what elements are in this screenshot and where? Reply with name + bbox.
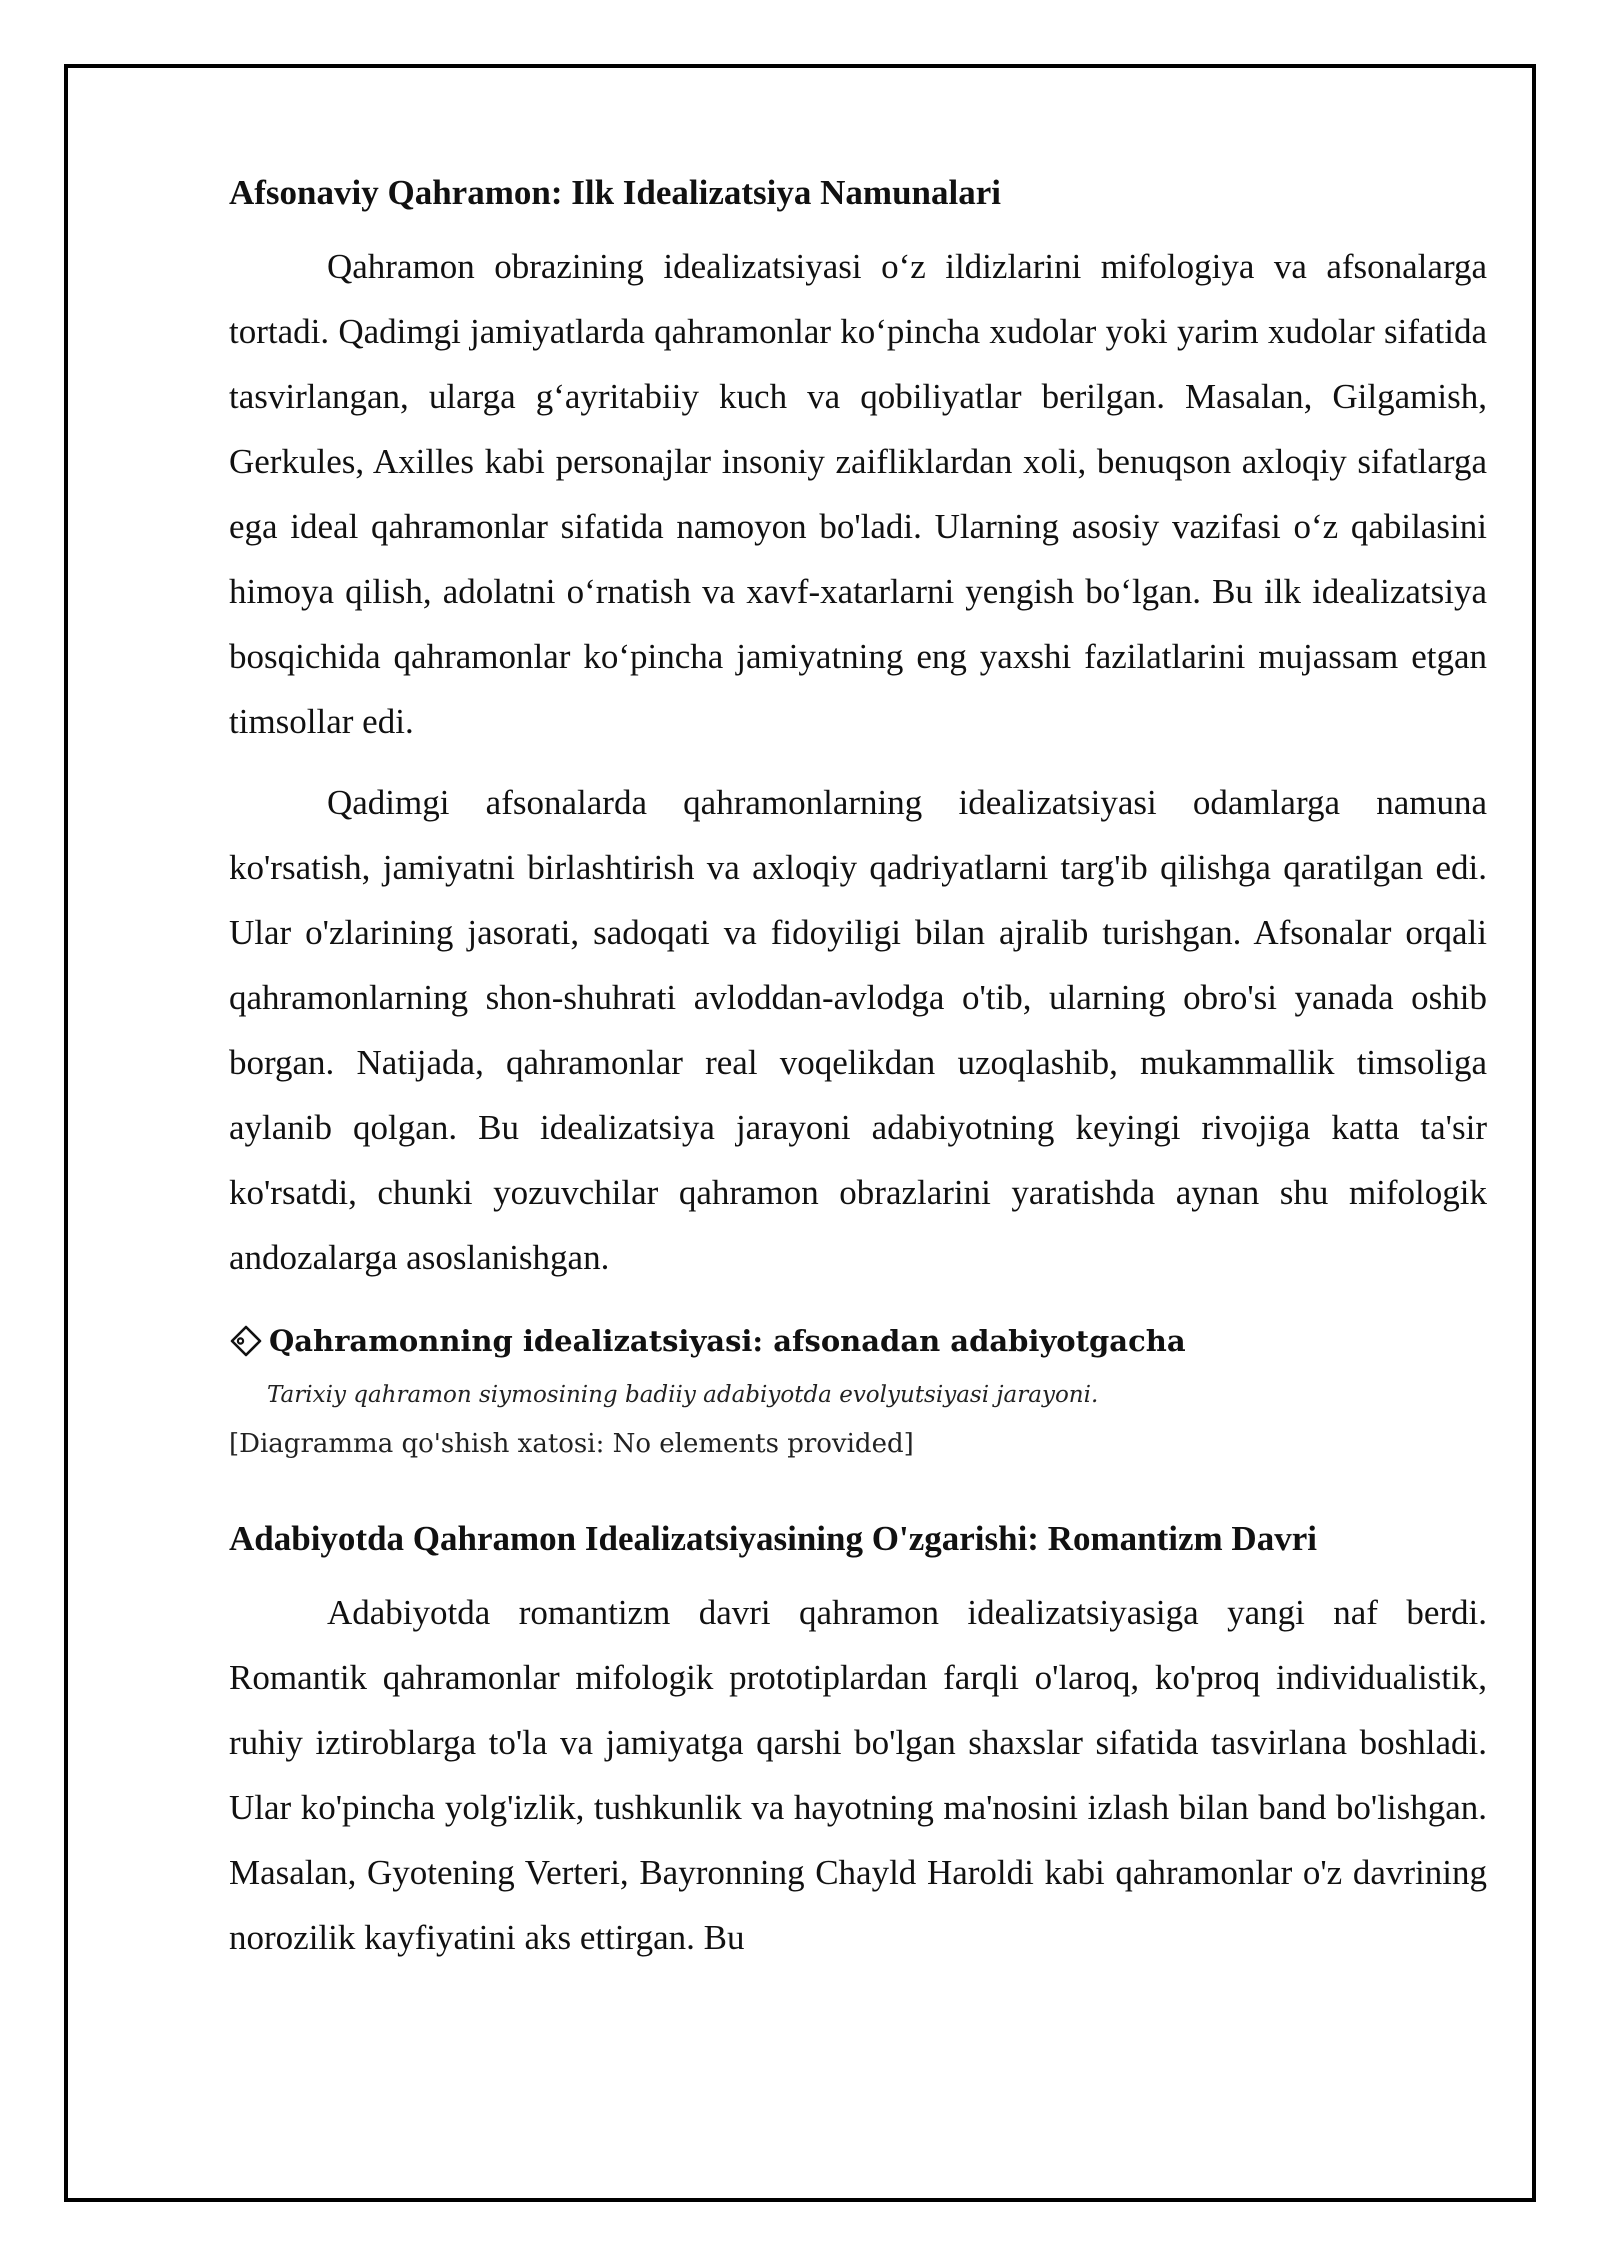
section-heading: Adabiyotda Qahramon Idealizatsiyasining O'zgarishi: Romantizm Davri — [229, 1519, 1317, 1558]
tag-icon — [229, 1324, 263, 1358]
diagram-error-message: [Diagramma qo'shish xatosi: No elements provided] — [229, 1429, 914, 1459]
paragraph: Adabiyotda romantizm davri qahramon idealizatsiyasiga yangi naf berdi. Romantik qahramonlar mifologik prototiplardan farqli o'laroq, ko'proq individualistik, ruhiy iztiroblarga to'la va jamiyatga qarshi bo'lgan shaxslar sifatida tasvirlana boshladi. Ular ko'pincha yolg'izlik, tushkunlik va hayotning ma'nosini izlash bilan band bo'lishgan. Masalan, Gyotening Verteri, Bayronning Chayld Haroldi kabi qahramonlar o'z davrining norozilik kayfiyatini aks ettirgan. Bu — [229, 1593, 1487, 1957]
paragraph: Qadimgi afsonalarda qahramonlarning idealizatsiyasi odamlarga namuna ko'rsatish, jamiyatni birlashtirish va axloqiy qadriyatlarni targ'ib qilishga qaratilgan edi. Ular o'zlarining jasorati, sadoqati va fidoyiligi bilan ajralib turishgan. Afsonalar orqali qahramonlarning shon-shuhrati avloddan-avlodga o'tib, ularning obro'si yanada oshib borgan. Natijada, qahramonlar real voqelikdan uzoqlashib, mukammallik timsoliga aylanib qolgan. Bu idealizatsiya jarayoni adabiyotning keyingi rivojiga katta ta'sir ko'rsatdi, chunki yozuvchilar qahramon obrazlarini yaratishda aynan shu mifologik andozalarga asoslanishgan. — [229, 783, 1487, 1277]
diagram-title-row — [229, 1318, 1487, 1364]
section-legendary-hero — [229, 170, 1487, 1290]
document-content — [229, 170, 1487, 1986]
section-heading: Afsonaviy Qahramon: Ilk Idealizatsiya Namunalari — [229, 173, 1001, 212]
diagram-title: Qahramonning idealizatsiyasi: afsonadan adabiyotgacha — [269, 1324, 1186, 1358]
diagram-placeholder — [229, 1318, 1487, 1462]
section-romanticism — [229, 1516, 1487, 1970]
paragraph: Qahramon obrazining idealizatsiyasi o‘z ildizlarini mifologiya va afsonalarga tortadi. Qadimgi jamiyatlarda qahramonlar ko‘pincha xudolar yoki yarim xudolar sifatida tasvirlangan, ularga g‘ayritabiiy kuch va qobiliyatlar berilgan. Masalan, Gilgamish, Gerkules, Axilles kabi personajlar insoniy zaifliklardan xoli, benuqson axloqiy sifatlarga ega ideal qahramonlar sifatida namoyon bo'ladi. Ularning asosiy vazifasi o‘z qabilasini himoya qilish, adolatni o‘rnatish va xavf-xatarlarni yengish bo‘lgan. Bu ilk idealizatsiya bosqichida qahramonlar ko‘pincha jamiyatning eng yaxshi fazilatlarini mujassam etgan timsollar edi. — [229, 247, 1487, 741]
diagram-caption: Tarixiy qahramon siymosining badiiy adabiyotda evolyutsiyasi jarayoni. — [267, 1382, 1099, 1408]
